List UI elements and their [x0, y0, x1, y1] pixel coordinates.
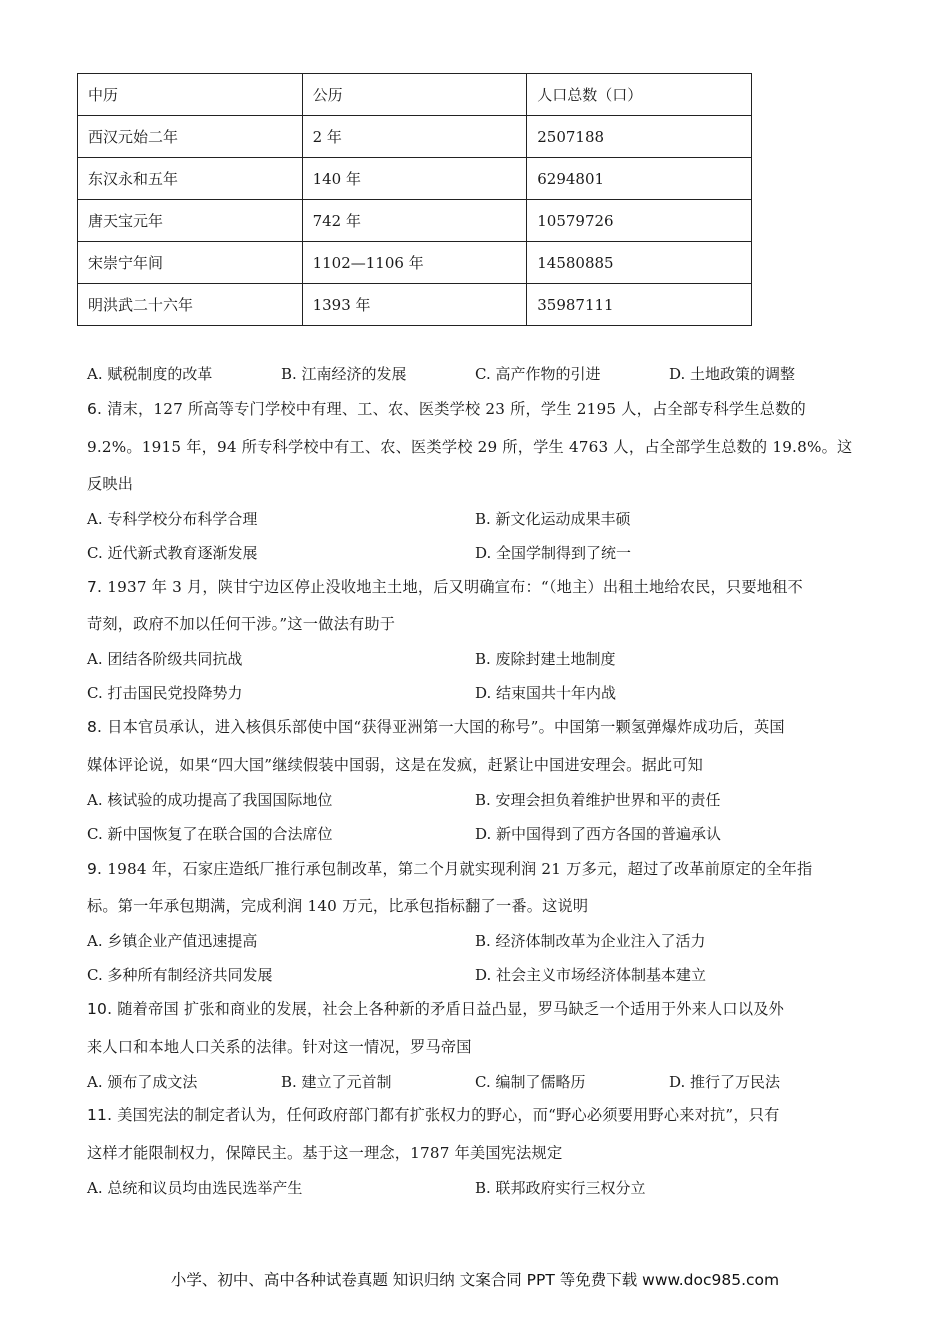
q10-stem-line-2: 来人口和本地人口关系的法律。针对这一情况，罗马帝国: [87, 1038, 472, 1056]
q9-stem-line-2: 标。第一年承包期满，完成利润 140 万元，比承包指标翻了一番。这说明: [87, 897, 589, 915]
q7-option-b: B. 废除封建土地制度: [475, 650, 616, 668]
q8-option-d: D. 新中国得到了西方各国的普遍承认: [475, 825, 722, 843]
table-cell: 1102—1106 年: [302, 242, 527, 284]
q6-option-b: B. 新文化运动成果丰硕: [475, 510, 631, 528]
q9-number: 9.: [87, 860, 103, 878]
q10-option-b: B. 建立了元首制: [281, 1073, 392, 1091]
q5-option-a: A. 赋税制度的改革: [87, 365, 213, 383]
q7-option-c: C. 打击国民党投降势力: [87, 684, 243, 702]
q5-option-d: D. 土地政策的调整: [669, 365, 796, 383]
q7-option-a: A. 团结各阶级共同抗战: [87, 650, 243, 668]
q9-option-a: A. 乡镇企业产值迅速提高: [87, 932, 258, 950]
q11-number: 11.: [87, 1106, 113, 1124]
table-row: [78, 116, 752, 158]
q6-option-c: C. 近代新式教育逐渐发展: [87, 544, 258, 562]
table-cell: 明洪武二十六年: [78, 284, 303, 326]
q6-option-d: D. 全国学制得到了统一: [475, 544, 632, 562]
q7-option-d: D. 结束国共十年内战: [475, 684, 617, 702]
q8-option-b: B. 安理会担负着维护世界和平的责任: [475, 791, 721, 809]
table-row: [78, 242, 752, 284]
q6-stem-line-3: 反映出: [87, 475, 134, 493]
table-cell: 10579726: [527, 200, 752, 242]
q7-stem-line-2: 苛刻，政府不加以任何干涉。”这一做法有助于: [87, 615, 396, 633]
table-cell: 140 年: [302, 158, 527, 200]
q6-stem-line-2: 9.2%。1915 年，94 所专科学校中有工、农、医类学校 29 所，学生 4763 人，占全部学生总数的 19.8%。这: [87, 438, 853, 456]
q9-option-d: D. 社会主义市场经济体制基本建立: [475, 966, 707, 984]
table-cell: 742 年: [302, 200, 527, 242]
q8-stem-line-1: [87, 716, 785, 737]
table-header-cell: 公历: [302, 74, 527, 116]
table-row: [78, 284, 752, 326]
table-cell: 14580885: [527, 242, 752, 284]
table-cell: 1393 年: [302, 284, 527, 326]
q10-stem-line-1: [87, 998, 784, 1019]
q7-stem-line-1: [87, 576, 803, 597]
q7-number: 7.: [87, 578, 103, 596]
q8-text: 日本官员承认，进入核俱乐部使中国“获得亚洲第一大国的称号”。中国第一颗氢弹爆炸成功后，英国: [102, 718, 785, 736]
table-cell: 唐天宝元年: [78, 200, 303, 242]
table-cell: 东汉永和五年: [78, 158, 303, 200]
q8-stem-line-2: 媒体评论说，如果“四大国”继续假装中国弱，这是在发疯，赶紧让中国进安理会。据此可知: [87, 756, 704, 774]
q9-option-b: B. 经济体制改革为企业注入了活力: [475, 932, 706, 950]
q10-number: 10.: [87, 1000, 113, 1018]
q9-option-c: C. 多种所有制经济共同发展: [87, 966, 273, 984]
table-cell: 西汉元始二年: [78, 116, 303, 158]
q6-option-a: A. 专科学校分布科学合理: [87, 510, 258, 528]
q9-text: 1984 年，石家庄造纸厂推行承包制改革，第二个月就实现利润 21 万多元，超过了改革前原定的全年指: [102, 860, 813, 878]
q6-number: 6.: [87, 400, 103, 418]
q8-option-a: A. 核试验的成功提高了我国国际地位: [87, 791, 333, 809]
q11-text: 美国宪法的制定者认为，任何政府部门都有扩张权力的野心，而“野心必须要用野心来对抗”，只有: [112, 1106, 780, 1124]
q10-option-a: A. 颁布了成文法: [87, 1073, 198, 1091]
q10-option-d: D. 推行了万民法: [669, 1073, 781, 1091]
q10-text: 随着帝国 扩张和商业的发展，社会上各种新的矛盾日益凸显，罗马缺乏一个适用于外来人口以及外: [112, 1000, 784, 1018]
q8-option-c: C. 新中国恢复了在联合国的合法席位: [87, 825, 333, 843]
q6-text: 清末，127 所高等专门学校中有理、工、农、医类学校 23 所，学生 2195 人，占全部专科学生总数的: [102, 400, 806, 418]
q7-text: 1937 年 3 月，陕甘宁边区停止没收地主土地，后又明确宣布：“（地主）出租土地给农民，只要地租不: [102, 578, 803, 596]
q8-number: 8.: [87, 718, 103, 736]
table-cell: 6294801: [527, 158, 752, 200]
q11-stem-line-1: [87, 1104, 780, 1125]
table-header-cell: 中历: [78, 74, 303, 116]
q10-option-c: C. 编制了儒略历: [475, 1073, 586, 1091]
table-cell: 35987111: [527, 284, 752, 326]
q9-stem-line-1: [87, 858, 812, 879]
q11-stem-line-2: 这样才能限制权力，保障民主。基于这一理念，1787 年美国宪法规定: [87, 1144, 563, 1162]
q6-stem-line-1: [87, 398, 806, 419]
table-cell: 2 年: [302, 116, 527, 158]
table-cell: 2507188: [527, 116, 752, 158]
table-header-cell: 人口总数（口）: [527, 74, 752, 116]
table-row: [78, 158, 752, 200]
table-header-row: [78, 74, 752, 116]
population-table: [77, 73, 752, 326]
table-cell: 宋崇宁年间: [78, 242, 303, 284]
footer-banner: 小学、初中、高中各种试卷真题 知识归纳 文案合同 PPT 等免费下载 www.doc985.com: [170, 1271, 780, 1289]
q11-option-a: A. 总统和议员均由选民选举产生: [87, 1179, 303, 1197]
q11-option-b: B. 联邦政府实行三权分立: [475, 1179, 646, 1197]
table-row: [78, 200, 752, 242]
q5-option-c: C. 高产作物的引进: [475, 365, 601, 383]
q5-option-b: B. 江南经济的发展: [281, 365, 407, 383]
